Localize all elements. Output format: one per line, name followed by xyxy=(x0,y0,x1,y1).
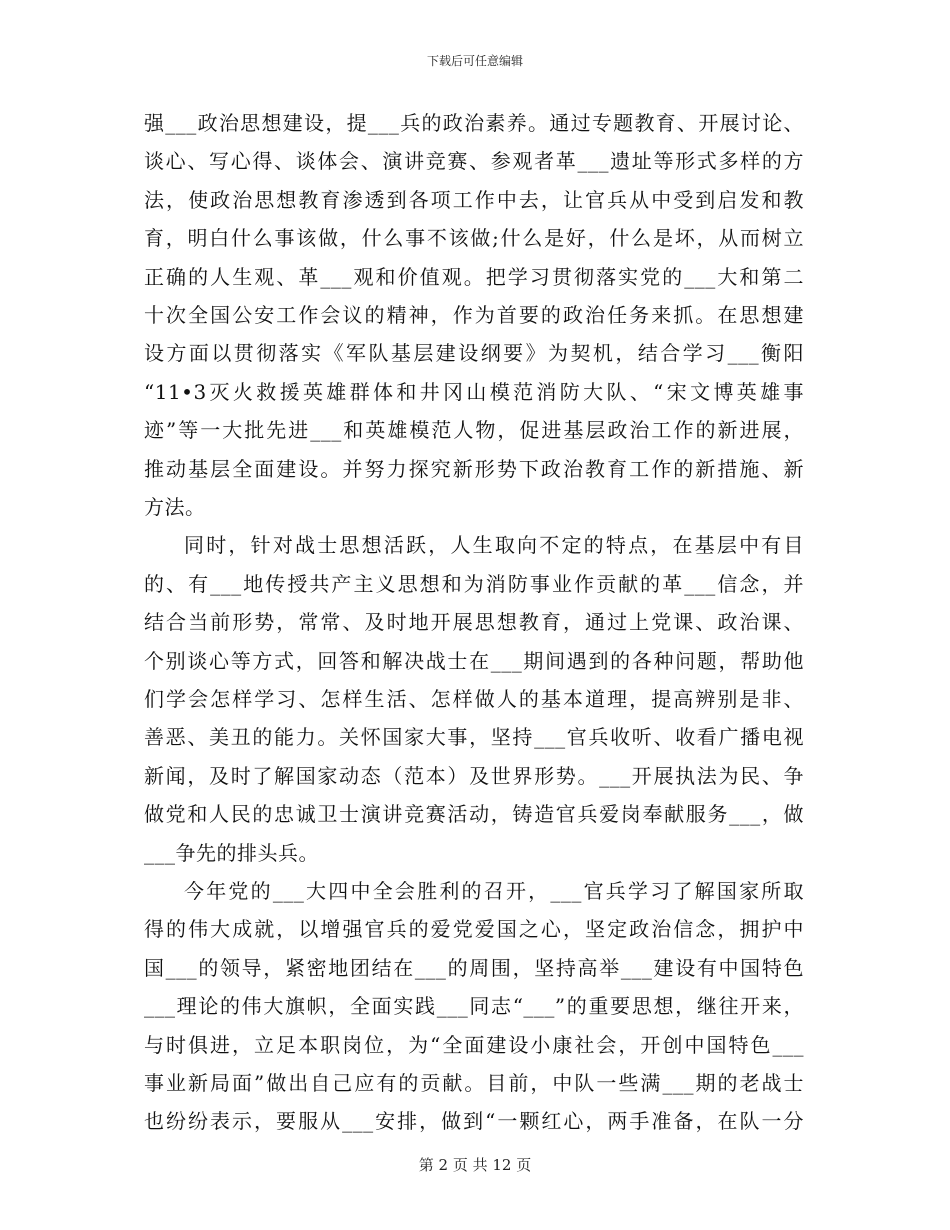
text-line: 新闻，及时了解国家动态（范本）及世界形势。___开展执法为民、争 xyxy=(144,763,804,788)
text-line: 谈心、写心得、谈体会、演讲竞赛、参观者革___遗址等形式多样的方 xyxy=(144,149,804,174)
text-line: 正确的人生观、革___观和价值观。把学习贯彻落实党的___大和第二 xyxy=(144,264,804,289)
text-line: 设方面以贯彻落实《军队基层建设纲要》为契机，结合学习___衡阳 xyxy=(144,341,804,366)
text-line: 结合当前形势，常常、及时地开展思想教育，通过上党课、政治课、 xyxy=(144,610,804,635)
text-line: 育，明白什么事该做，什么事不该做;什么是好，什么是坏，从而树立 xyxy=(144,226,804,251)
text-line: 个别谈心等方式，回答和解决战士在___期间遇到的各种问题，帮助他 xyxy=(144,648,804,673)
text-line: 与时俱进，立足本职岗位，为“全面建设小康社会，开创中国特色___ xyxy=(144,1032,804,1057)
text-line: 得的伟大成就，以增强官兵的爱党爱国之心，坚定政治信念，拥护中 xyxy=(144,917,804,942)
text-line: 的、有___地传授共产主义思想和为消防事业作贡献的革___信念，并 xyxy=(144,571,804,596)
text-line: 同时，针对战士思想活跃，人生取向不定的特点，在基层中有目 xyxy=(184,533,804,558)
text-line: 事业新局面”做出自己应有的贡献。目前，中队一些满___期的老战士 xyxy=(144,1071,804,1095)
text-line: 做党和人民的忠诚卫士演讲竞赛活动，铸造官兵爱岗奉献服务___，做 xyxy=(144,802,804,827)
text-line: 国___的领导，紧密地团结在___的周围，坚持高举___建设有中国特色 xyxy=(144,955,804,980)
text-line: 强___政治思想建设，提___兵的政治素养。通过专题教育、开展讨论、 xyxy=(144,111,804,135)
text-line: 们学会怎样学习、怎样生活、怎样做人的基本道理，提高辨别是非、 xyxy=(144,687,804,711)
text-line: 迹”等一大批先进___和英雄模范人物，促进基层政治工作的新进展， xyxy=(144,418,804,443)
text-line: ___争先的排头兵。 xyxy=(144,840,319,865)
text-line: 法，使政治思想教育渗透到各项工作中去，让官兵从中受到启发和教 xyxy=(144,187,804,212)
text-line: 十次全国公安工作会议的精神，作为首要的政治任务来抓。在思想建 xyxy=(144,303,804,327)
text-line: ___理论的伟大旗帜，全面实践___同志“___”的重要思想，继往开来， xyxy=(144,994,804,1019)
page-footer: 第 2 页 共 12 页 xyxy=(418,1156,532,1174)
text-line: 今年党的___大四中全会胜利的召开，___官兵学习了解国家所取 xyxy=(184,879,804,903)
page-header: 下载后可任意编辑 xyxy=(426,54,523,68)
text-line: 也纷纷表示，要服从___安排，做到“一颗红心，两手准备，在队一分 xyxy=(144,1109,804,1134)
text-line: 推动基层全面建设。并努力探究新形势下政治教育工作的新措施、新 xyxy=(144,456,804,481)
text-line: 善恶、美丑的能力。关怀国家大事，坚持___官兵收听、收看广播电视 xyxy=(144,725,804,750)
text-line: “11•3灭火救援英雄群体和井冈山模范消防大队、“宋文博英雄事 xyxy=(144,379,804,404)
text-line: 方法。 xyxy=(144,495,206,519)
